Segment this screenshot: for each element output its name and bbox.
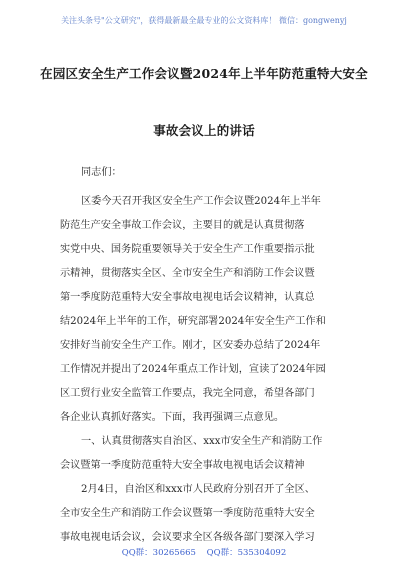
body-line: 各企业认真抓好落实。下面，我再强调三点意见。 — [60, 412, 285, 423]
document-title-line-1: 在园区安全生产工作会议暨2024年上半年防范重特大安全 — [40, 66, 368, 81]
body-line: 第一季度防范重特大安全事故电视电话会议精神，认真总 — [60, 292, 315, 303]
body-line: 结2024年上半年的工作，研究部署2024年安全生产工作和 — [60, 316, 326, 327]
body-line: 工作情况并提出了2024年重点工作计划，宣读了2024年园 — [60, 364, 326, 375]
qq-group-2: QQ群：535304092 — [206, 548, 287, 558]
section-heading-line: 一、认真贯彻落实自治区、xxx市安全生产和消防工作 — [81, 436, 323, 447]
header-banner: 关注头条号"公文研究"，获得最新最全最专业的公文资料库！ 微信：gongwenyj — [61, 16, 347, 25]
body-line: 事故电视电话会议，会议要求全区各级各部门要深入学习 — [60, 532, 315, 543]
footer-bar — [0, 546, 408, 560]
section-heading-line: 会议暨第一季度防范重特大安全事故电视电话会议精神 — [60, 460, 305, 471]
body-line: 实党中央、国务院重要领导关于安全生产工作重要指示批 — [60, 244, 315, 255]
body-line: 区委今天召开我区安全生产工作会议暨2024年上半年 — [81, 196, 321, 207]
document-title-line-2: 事故会议上的讲话 — [153, 123, 255, 138]
body-line: 防范生产安全事故工作会议，主要目的就是认真贯彻落 — [60, 220, 305, 231]
salutation: 同志们： — [81, 167, 122, 178]
body-line: 示精神，贯彻落实全区、全市安全生产和消防工作会议暨 — [60, 268, 315, 279]
body-line: 区工贸行业安全监管工作要点，我完全同意，希望各部门 — [60, 388, 315, 399]
body-line: 全市安全生产和消防工作会议暨第一季度防范重特大安全 — [60, 508, 315, 519]
body-line: 安排好当前安全生产工作。刚才，区安委办总结了2024年 — [60, 340, 321, 351]
qq-group-1: QQ群：30265665 — [121, 548, 196, 558]
body-line: 2月4日，自治区和xxx市人民政府分别召开了全区、 — [81, 484, 315, 495]
